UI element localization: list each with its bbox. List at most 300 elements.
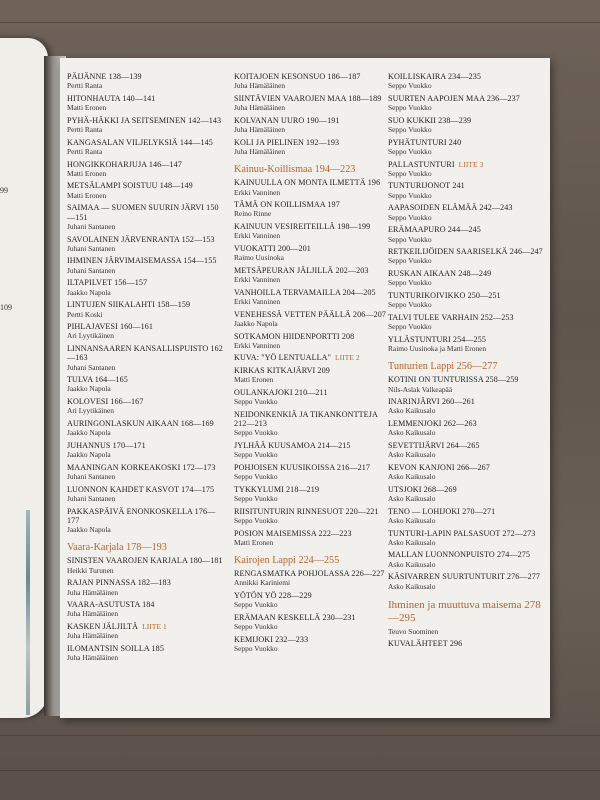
contents-entry [67, 160, 223, 179]
contents-entry [234, 635, 390, 654]
section-heading: Kairojen Lappi 224—255 [234, 555, 340, 567]
contents-entry [67, 578, 223, 597]
entry-title-text: PAKKASPÄIVÄ ENONKOSKELLA 176—177 [67, 506, 216, 525]
entry-title [67, 256, 223, 265]
entry-title [234, 222, 390, 231]
entry-title-text: PIHLAJAVESI 160—161 [67, 322, 154, 332]
contents-entry [388, 485, 544, 504]
contents-entry [67, 181, 223, 200]
entry-author: Seppo Vuokko [388, 81, 432, 91]
contents-column-3 [388, 72, 544, 652]
entry-title [234, 463, 390, 472]
entry-author: Seppo Vuokko [388, 300, 432, 310]
entry-title-text: VANHOILLA TERVAMAILLA 204—205 [234, 287, 376, 297]
entry-title-text: KOTINI ON TUNTURISSA 258—259 [388, 375, 519, 385]
contents-entry [388, 639, 544, 648]
entry-title [388, 550, 544, 559]
entry-title-text: YÖTÖN YÖ 228—229 [234, 591, 312, 600]
section-heading: Vaara-Karjala 178—193 [67, 542, 167, 554]
entry-title-text: METSÄPEURAN JÄLJILLÄ 202—203 [234, 265, 369, 275]
entry-title-text: NEIDONKENKIÄ JA TIKANKONTTEJA 212—213 [234, 409, 378, 429]
entry-author: Pertti Koski [67, 309, 103, 319]
entry-title [388, 225, 544, 234]
entry-author: Juha Hämäläinen [67, 609, 119, 619]
entry-title [67, 278, 223, 287]
entry-author: Juhani Santanen [67, 221, 116, 231]
entry-title [234, 529, 390, 538]
entry-title-text: KÄSIVARREN SUURTUNTURIT 276—277 [388, 572, 541, 582]
entry-title-text: KANGASALAN VILJELYKSIÄ 144—145 [67, 137, 213, 147]
contents-entry [388, 160, 544, 179]
entry-title-text: KOLVANAN UURO 190—191 [234, 115, 340, 125]
entry-title-text: LUONNON KAHDET KASVOT 174—175 [67, 484, 215, 494]
entry-title [388, 313, 544, 322]
contents-entry [388, 550, 544, 569]
entry-title [67, 441, 223, 450]
contents-entry [234, 222, 390, 241]
entry-author: Asko Kaikusalo [388, 406, 436, 416]
contents-entry [388, 94, 544, 113]
entry-author: Juhani Santanen [67, 243, 116, 253]
entry-title [67, 160, 223, 169]
entry-title-text: TUNTURI-LAPIN PALSASUOT 272—273 [388, 528, 536, 538]
contents-entry [67, 622, 223, 641]
contents-entry [234, 569, 390, 588]
section-heading: Ihminen ja muuttuva maisema 278—295 [388, 598, 541, 624]
entry-author: Erkki Vanninen [234, 275, 281, 285]
contents-entry [67, 485, 223, 504]
entry-author: Juhani Santanen [67, 362, 116, 372]
entry-title [388, 181, 544, 190]
appendix-ref: LIITE 1 [142, 622, 167, 632]
entry-author: Pertti Ranta [67, 146, 103, 156]
entry-title-text: VUOKATTI 200—201 [234, 243, 311, 253]
contents-entry [234, 332, 390, 351]
entry-author: Juha Hämäläinen [67, 653, 119, 663]
entry-title [234, 138, 390, 147]
contents-entry [388, 375, 544, 394]
entry-title [67, 463, 223, 472]
entry-author: Juhani Santanen [67, 265, 116, 275]
left-page-number: 99 [0, 186, 8, 195]
contents-entry [388, 463, 544, 482]
entry-title-text: POSION MAISEMISSA 222—223 [234, 528, 352, 538]
contents-entry [388, 397, 544, 416]
contents-entry [388, 627, 544, 636]
contents-entry [67, 116, 223, 135]
entry-title [388, 375, 544, 384]
left-page-photo-edge [26, 510, 30, 715]
entry-title [234, 200, 390, 209]
entry-title-text: RUSKAN AIKAAN 248—249 [388, 269, 492, 279]
entry-title [67, 235, 223, 244]
entry-title-text: SAIMAA — SUOMEN SUURIN JÄRVI 150—151 [67, 203, 219, 222]
contents-entry [67, 344, 223, 372]
contents-entry [67, 644, 223, 663]
entry-title-text: KAINUULLA ON MONTA ILMETTÄ 196 [234, 178, 381, 188]
contents-entry [388, 203, 544, 222]
contents-entry [234, 463, 390, 482]
entry-title [388, 507, 544, 516]
entry-title [388, 441, 544, 450]
entry-title-text: HITONHAUTA 140—141 [67, 93, 156, 103]
entry-author: Asko Kaikusalo [388, 494, 436, 504]
entry-title [234, 288, 390, 297]
contents-entry [388, 572, 544, 591]
entry-title [388, 572, 544, 581]
entry-title-text: TALVI TULEE VARHAIN 252—253 [388, 312, 514, 322]
entry-title-text: TYKKYLUMI 218—219 [234, 484, 320, 494]
contents-column-1 [67, 72, 223, 666]
entry-title [67, 578, 223, 587]
contents-entry [234, 507, 390, 526]
entry-title [234, 569, 390, 578]
entry-title [234, 635, 390, 644]
entry-title [234, 116, 390, 125]
appendix-ref: LIITE 3 [458, 159, 484, 169]
entry-title [67, 181, 223, 190]
entry-author: Erkki Vanninen [234, 297, 281, 307]
entry-title [388, 485, 544, 494]
entry-title-text: YLLÄSTUNTURI 254—255 [388, 334, 486, 344]
entry-author: Seppo Vuokko [234, 600, 278, 610]
entry-title-text: KIRKAS KITKAJÄRVI 209 [234, 365, 330, 375]
contents-entry [234, 591, 390, 610]
entry-title [388, 160, 544, 169]
entry-title-text: KUVALÄHTEET 296 [388, 639, 463, 649]
contents-entry [388, 72, 544, 91]
entry-title [234, 332, 390, 341]
entry-title [234, 507, 390, 516]
contents-entry [234, 94, 390, 113]
entry-author: Matti Eronen [67, 103, 107, 113]
appendix-ref: LIITE 2 [335, 353, 360, 363]
entry-title [67, 138, 223, 147]
entry-author: Jaakko Napola [67, 428, 111, 438]
contents-entry [67, 463, 223, 482]
entry-author: Seppo Vuokko [388, 234, 432, 244]
entry-title [67, 419, 223, 428]
entry-title-text: PYHÄTUNTURI 240 [388, 137, 462, 147]
entry-title [234, 441, 390, 450]
entry-author: Juhani Santanen [67, 493, 116, 503]
contents-entry [67, 322, 223, 341]
entry-author: Seppo Vuokko [388, 146, 432, 156]
contents-entry [67, 138, 223, 157]
entry-title [234, 613, 390, 622]
entry-author: Asko Kaikusalo [388, 515, 436, 525]
entry-author: Seppo Vuokko [388, 190, 432, 200]
contents-entry [234, 116, 390, 135]
entry-title-text: KEVON KANJONI 266—267 [388, 462, 490, 472]
entry-author: Erkki Vanninen [234, 231, 281, 241]
entry-author: Ari Lyytikäinen [67, 331, 115, 341]
entry-author: Ari Lyytikäinen [67, 406, 115, 416]
contents-entry [388, 138, 544, 157]
entry-title-text: PYHÄ-HÄKKI JA SEITSEMINEN 142—143 [67, 115, 222, 125]
entry-title [234, 244, 390, 253]
entry-title [67, 622, 223, 631]
contents-entry [67, 94, 223, 113]
entry-title-text: TENO — LOHIJOKI 270—271 [388, 506, 496, 516]
entry-title-text: MALLAN LUONNONPUISTO 274—275 [388, 550, 531, 560]
contents-entry [234, 366, 390, 385]
entry-title-text: POHJOISEN KUUSIKOISSA 216—217 [234, 462, 371, 472]
entry-title [388, 72, 544, 81]
contents-entry [388, 507, 544, 526]
contents-entry [388, 529, 544, 548]
entry-title [67, 94, 223, 103]
entry-author: Raimo Uusinoka [234, 253, 284, 263]
contents-entry [234, 178, 390, 197]
entry-author: Seppo Vuokko [234, 622, 278, 632]
entry-title-text: IHMINEN JÄRVIMAISEMASSA 154—155 [67, 256, 217, 266]
entry-author: Matti Eronen [234, 375, 274, 385]
contents-page [60, 58, 550, 718]
entry-author: Juha Hämäläinen [67, 631, 119, 641]
entry-author: Jaakko Napola [67, 525, 111, 535]
entry-author: Seppo Vuokko [234, 644, 278, 654]
section-heading: Kainuu-Koillismaa 194—223 [234, 164, 356, 176]
entry-title [67, 203, 223, 222]
contents-entry [388, 269, 544, 288]
entry-title-text: TULVA 164—165 [67, 375, 128, 385]
contents-entry [234, 288, 390, 307]
entry-title [67, 116, 223, 125]
entry-title-text: MAANINGAN KORKEAKOSKI 172—173 [67, 462, 216, 472]
entry-title-text: JUHANNUS 170—171 [67, 440, 146, 450]
contents-entry [388, 116, 544, 135]
entry-title-text: HONGIKKOHARJUJA 146—147 [67, 159, 182, 169]
entry-title [234, 353, 390, 362]
entry-author: Juha Hämäläinen [234, 103, 286, 113]
entry-author: Heikki Turunen [67, 565, 114, 575]
entry-title-text: SOTKAMON HIIDENPORTTI 208 [234, 331, 355, 341]
contents-entry [67, 203, 223, 231]
entry-author: Teuvo Suominen [388, 626, 439, 636]
entry-title [67, 556, 223, 565]
entry-title [67, 507, 223, 526]
entry-author: Juha Hämäläinen [234, 146, 286, 156]
contents-entry [234, 353, 390, 362]
entry-author: Seppo Vuokko [388, 256, 432, 266]
entry-title [388, 94, 544, 103]
entry-title-text: KAINUUN VESIREITEILLÄ 198—199 [234, 222, 371, 232]
entry-title [388, 397, 544, 406]
entry-title [67, 375, 223, 384]
entry-title [67, 644, 223, 653]
entry-title [67, 322, 223, 331]
entry-title [234, 310, 390, 319]
contents-entry [234, 613, 390, 632]
entry-author: Reino Rinne [234, 209, 272, 219]
entry-title [388, 335, 544, 344]
entry-title-text: KEMIJOKI 232—233 [234, 634, 309, 644]
entry-title-text: METSÄLAMPI SOISTUU 148—149 [67, 181, 193, 191]
entry-title [234, 410, 390, 429]
entry-author: Seppo Vuokko [234, 450, 278, 460]
entry-title-text: RAJAN PINNASSA 182—183 [67, 578, 171, 588]
contents-entry [234, 200, 390, 219]
contents-entry [67, 397, 223, 416]
contents-entry [234, 244, 390, 263]
contents-entry [388, 181, 544, 200]
entry-title-text: SINISTEN VAAROJEN KARJALA 180—181 [67, 556, 223, 566]
entry-author: Seppo Vuokko [234, 494, 278, 504]
entry-title-text: SIINTÄVIEN VAAROJEN MAA 188—189 [234, 93, 382, 103]
entry-title-text: SAVOLAINEN JÄRVENRANTA 152—153 [67, 234, 215, 244]
entry-author: Asko Kaikusalo [388, 428, 436, 438]
contents-entry [67, 235, 223, 254]
entry-title [388, 529, 544, 538]
entry-author: Asko Kaikusalo [388, 450, 436, 460]
entry-title [67, 600, 223, 609]
left-page-edge [0, 38, 48, 718]
entry-title [67, 300, 223, 309]
contents-entry [388, 225, 544, 244]
entry-title-text: INARINJÄRVI 260—261 [388, 397, 475, 407]
entry-title-text: LEMMENJOKI 262—263 [388, 419, 477, 429]
entry-author: Seppo Vuokko [234, 428, 278, 438]
entry-author: Jaakko Napola [67, 450, 111, 460]
entry-author: Jaakko Napola [234, 318, 278, 328]
entry-title [234, 72, 390, 81]
contents-entry [388, 441, 544, 460]
entry-title-text: SUURTEN AAPOJEN MAA 236—237 [388, 93, 520, 103]
contents-entry [234, 410, 390, 438]
contents-entry [234, 72, 390, 91]
entry-author: Seppo Vuokko [388, 168, 432, 178]
contents-entry [388, 247, 544, 266]
entry-author: Asko Kaikusalo [388, 559, 436, 569]
contents-entry [67, 375, 223, 394]
entry-author: Matti Eronen [67, 168, 107, 178]
contents-entry [388, 335, 544, 354]
entry-author: Annikki Kariniemi [234, 578, 291, 588]
entry-author: Pertti Ranta [67, 81, 103, 91]
entry-author: Erkki Vanninen [234, 340, 281, 350]
entry-title-text: KOILLISKAIRA 234—235 [388, 72, 482, 81]
contents-entry [67, 419, 223, 438]
contents-entry [388, 419, 544, 438]
entry-author: Nils-Aslak Valkeapää [388, 384, 453, 394]
entry-title-text: LINTUJEN SIIKALAHTI 158—159 [67, 300, 191, 310]
entry-author: Asko Kaikusalo [388, 581, 436, 591]
entry-title [67, 397, 223, 406]
entry-title-text: AURINGONLASKUN AIKAAN 168—169 [67, 418, 214, 428]
entry-title-text: UTSJOKI 268—269 [388, 484, 457, 494]
entry-title-text: VENEHESSÄ VETTEN PÄÄLLÄ 206—207 [234, 309, 387, 319]
contents-column-2 [234, 72, 390, 657]
entry-title [234, 591, 390, 600]
entry-title [388, 463, 544, 472]
entry-title-text: OULANKAJOKI 210—211 [234, 387, 328, 397]
contents-entry [67, 441, 223, 460]
entry-title-text: KUVA: "YÖ LENTUALLA" [234, 353, 332, 363]
entry-title-text: PÄIJÄNNE 138—139 [67, 72, 142, 81]
entry-title [67, 72, 223, 81]
entry-title-text: PALLASTUNTURI [388, 159, 455, 169]
entry-title [67, 344, 223, 363]
section-heading: Tunturien Lappi 256—277 [388, 361, 498, 373]
entry-author: Seppo Vuokko [388, 278, 432, 288]
entry-title-text: KOLOVESI 166—167 [67, 397, 144, 407]
entry-author: Seppo Vuokko [234, 397, 278, 407]
left-page-number: 109 [0, 303, 12, 312]
entry-title [388, 639, 544, 648]
entry-title [234, 366, 390, 375]
entry-title-text: LINNANSAAREN KANSALLISPUISTO 162—163 [67, 343, 223, 363]
contents-entry [234, 138, 390, 157]
entry-title-text: SEVETTIJÄRVI 264—265 [388, 440, 480, 450]
entry-author: Seppo Vuokko [388, 212, 432, 222]
entry-title [388, 247, 544, 256]
entry-title-text: KASKEN JÄLJILTÄ [67, 622, 139, 632]
entry-title [234, 485, 390, 494]
contents-entry [67, 507, 223, 535]
entry-title-text: TUNTURIKOIVIKKO 250—251 [388, 290, 501, 300]
entry-author: Erkki Vanninen [234, 187, 281, 197]
entry-author: Seppo Vuokko [388, 322, 432, 332]
entry-author: Matti Eronen [234, 537, 274, 547]
contents-entry [234, 388, 390, 407]
entry-author: Jaakko Napola [67, 287, 111, 297]
entry-title [388, 291, 544, 300]
entry-title-text: ERÄMAAPURO 244—245 [388, 225, 481, 235]
entry-title [234, 94, 390, 103]
contents-entry [234, 529, 390, 548]
entry-author: Seppo Vuokko [388, 125, 432, 135]
entry-title-text: KOITAJOEN KESONSUO 186—187 [234, 72, 361, 81]
contents-entry [67, 600, 223, 619]
entry-author: Asko Kaikusalo [388, 472, 436, 482]
contents-entry [388, 313, 544, 332]
entry-title [234, 178, 390, 187]
entry-title-text: SUO KUKKII 238—239 [388, 115, 472, 125]
entry-title-text: RETKEILIJÖIDEN SAARISELKÄ 246—247 [388, 247, 543, 257]
entry-author: Seppo Vuokko [234, 472, 278, 482]
entry-title-text: KOLI JA PIELINEN 192—193 [234, 137, 340, 147]
entry-title [388, 138, 544, 147]
entry-author: Juha Hämäläinen [67, 587, 119, 597]
entry-title-text: RIISITUNTURIN RINNESUOT 220—221 [234, 506, 379, 516]
contents-entry [67, 72, 223, 91]
entry-title-text: AAPASOIDEN ELÄMÄÄ 242—243 [388, 203, 513, 213]
contents-entry [67, 300, 223, 319]
entry-title-text: TÄMÄ ON KOILLISMAA 197 [234, 200, 340, 210]
entry-title-text: VAARA-ASUTUSTA 184 [67, 600, 155, 610]
entry-author: Seppo Vuokko [388, 103, 432, 113]
contents-entry [67, 256, 223, 275]
contents-entry [234, 310, 390, 329]
entry-author: Juha Hämäläinen [234, 81, 286, 91]
entry-title-text: TUNTURIJONOT 241 [388, 181, 465, 191]
entry-title-text: JYLHÄÄ KUUSAMOA 214—215 [234, 440, 351, 450]
entry-author: Pertti Ranta [67, 125, 103, 135]
entry-author: Seppo Vuokko [234, 515, 278, 525]
entry-title [388, 269, 544, 278]
contents-entry [234, 441, 390, 460]
entry-title-text: ERÄMAAN KESKELLÄ 230—231 [234, 612, 356, 622]
entry-author: Juhani Santanen [67, 472, 116, 482]
entry-title [388, 203, 544, 212]
contents-entry [67, 278, 223, 297]
entry-title [234, 266, 390, 275]
entry-title-text: ILTAPILVET 156—157 [67, 278, 148, 288]
entry-title [388, 419, 544, 428]
entry-title [234, 388, 390, 397]
entry-author: Asko Kaikusalo [388, 537, 436, 547]
